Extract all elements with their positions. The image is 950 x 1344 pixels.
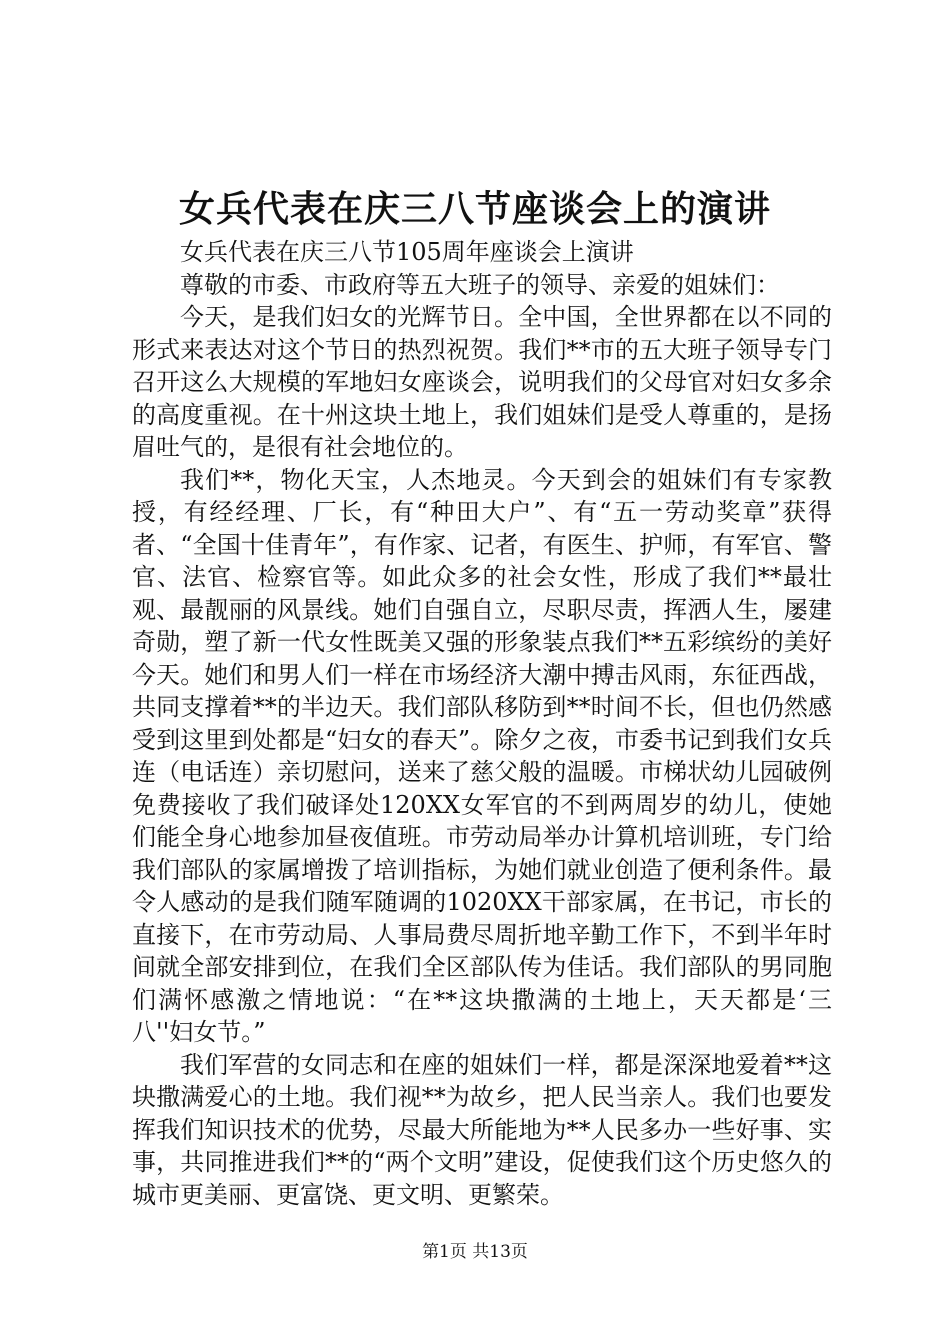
document-title: 女兵代表在庆三八节座谈会上的演讲 [178,188,771,230]
paragraph: 今天，是我们妇女的光辉节日。全中国，全世界都在以不同的形式来表达对这个节日的热烈祝贺。我们**市的五大班子领导专门召开这么大规模的军地妇女座谈会，说明我们的父母官对妇女多余的高度重视。在十州这块土地上，我们姐妹们是受人尊重的，是扬眉吐气的，是很有社会地位的。 [132,303,832,461]
document-body [132,236,832,1211]
salutation-line: 尊敬的市委、市政府等五大班子的领导、亲爱的姐妹们： [180,270,780,299]
paragraph: 我们**，物化天宝，人杰地灵。今天到会的姐妹们有专家教授，有经经理、厂长，有“种田大户”、有“五一劳动奖章”获得者、“全国十佳青年”，有作家、记者，有医生、护师，有军官、警官、法官、检察官等。如此众多的社会女性，形成了我们**最壮观、最靓丽的风景线。她们自强自立，尽职尽责，挥洒人生，屡建奇勋，塑了新一代女性既美又强的形象装点我们**五彩缤纷的美好今天。她们和男人们一样在市场经济大潮中搏击风雨，东征西战，共同支撑着**的半边天。我们部队移防到**时间不长，但也仍然感受到这里到处都是“妇女的春天”。除夕之夜，市委书记到我们女兵连（电话连）亲切慰问，送来了慈父般的温暖。市梯状幼儿园破例免费接收了我们破译处120XX女军官的不到两周岁的幼儿，使她们能全身心地参加昼夜值班。市劳动局举办计算机培训班，专门给我们部队的家属增拨了培训指标，为她们就业创造了便利条件。最令人感动的是我们随军随调的1020XX干部家属，在书记，市长的直接下，在市劳动局、人事局费尽周折地辛勤工作下，不到半年时间就全部安排到位，在我们全区部队传为佳话。我们部队的男同胞们满怀感激之情地说：“在**这块撒满的土地上，天天都是‘三八''妇女节。” [132,465,832,1046]
subtitle-line: 女兵代表在庆三八节105周年座谈会上演讲 [180,238,634,266]
paragraph: 我们军营的女同志和在座的姐妹们一样，都是深深地爱着**这块撒满爱心的土地。我们视**为故乡，把人民当亲人。我们也要发挥我们知识技术的优势，尽最大所能地为**人民多办一些好事、实事，共同推进我们**的“两个文明”建设，促使我们这个历史悠久的城市更美丽、更富饶、更文明、更繁荣。 [132,1050,832,1209]
page-footer: 第1页 共13页 [422,1242,528,1262]
